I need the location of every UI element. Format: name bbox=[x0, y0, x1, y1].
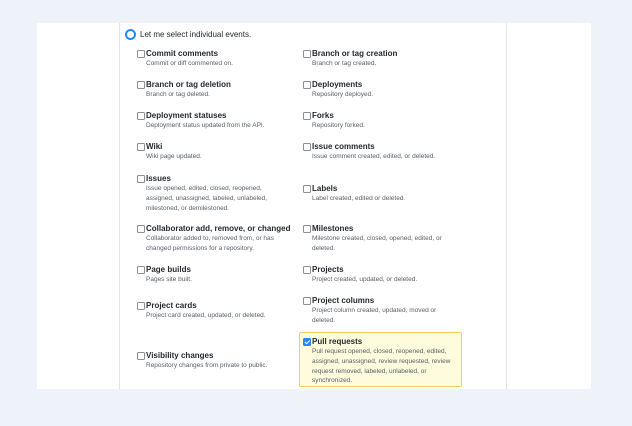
checkbox-icon[interactable] bbox=[303, 225, 311, 233]
checkbox-icon[interactable] bbox=[137, 81, 145, 89]
event-title: Project columns bbox=[312, 296, 375, 305]
event-description: Project column created, updated, moved or deleted. bbox=[312, 307, 437, 324]
event-description: Branch or tag deleted. bbox=[146, 91, 210, 98]
checkbox-icon[interactable] bbox=[137, 50, 145, 58]
event-title: Wiki bbox=[146, 142, 163, 151]
event-description: Label created, edited or deleted. bbox=[312, 195, 406, 202]
event-title: Labels bbox=[312, 184, 338, 193]
checkbox-icon[interactable] bbox=[303, 143, 311, 151]
event-title: Visibility changes bbox=[146, 351, 214, 360]
checkbox-icon[interactable] bbox=[137, 143, 145, 151]
event-description: Repository deployed. bbox=[312, 91, 374, 98]
event-title: Commit comments bbox=[146, 49, 219, 58]
checkbox-icon[interactable] bbox=[137, 302, 145, 310]
event-title: Page builds bbox=[146, 265, 191, 274]
individual-events-radio-label: Let me select individual events. bbox=[140, 29, 252, 39]
event-title: Collaborator add, remove, or changed bbox=[146, 224, 291, 233]
checkbox-icon[interactable] bbox=[137, 225, 145, 233]
event-title: Issue comments bbox=[312, 142, 375, 151]
individual-events-radio[interactable] bbox=[125, 27, 251, 41]
event-description: Milestone created, closed, opened, edited, or deleted. bbox=[312, 235, 442, 252]
event-title: Milestones bbox=[312, 224, 354, 233]
event-title: Branch or tag deletion bbox=[146, 80, 231, 89]
event-description: Pull request opened, closed, reopened, edited, assigned, unassigned, review requested, review request removed, labeled, unlabeled, or synchronized. bbox=[312, 348, 451, 385]
checkbox-checked-icon[interactable] bbox=[303, 338, 311, 346]
event-description: Commit or diff commented on. bbox=[146, 60, 233, 67]
checkbox-icon[interactable] bbox=[137, 112, 145, 120]
checkbox-icon[interactable] bbox=[137, 352, 145, 360]
event-title: Pull requests bbox=[312, 337, 363, 346]
event-title: Issues bbox=[146, 174, 171, 183]
checkbox-icon[interactable] bbox=[137, 266, 145, 274]
event-description: Wiki page updated. bbox=[146, 153, 202, 160]
event-description: Issue comment created, edited, or deleted. bbox=[312, 153, 436, 160]
checkbox-icon[interactable] bbox=[303, 112, 311, 120]
event-description: Issue opened, edited, closed, reopened, assigned, unassigned, labeled, unlabeled, milestoned, or demilestoned. bbox=[146, 185, 268, 212]
checkbox-icon[interactable] bbox=[303, 185, 311, 193]
checkbox-icon[interactable] bbox=[303, 81, 311, 89]
event-title: Project cards bbox=[146, 301, 197, 310]
checkbox-icon[interactable] bbox=[303, 297, 311, 305]
radio-selected-icon[interactable] bbox=[125, 29, 136, 40]
event-description: Branch or tag created. bbox=[312, 60, 377, 67]
event-description: Pages site built. bbox=[146, 276, 192, 283]
event-description: Project card created, updated, or deleted. bbox=[146, 312, 266, 319]
event-title: Forks bbox=[312, 111, 334, 120]
checkbox-icon[interactable] bbox=[303, 50, 311, 58]
panel-divider-left bbox=[119, 23, 120, 389]
event-description: Project created, updated, or deleted. bbox=[312, 276, 418, 283]
event-title: Deployments bbox=[312, 80, 363, 89]
panel-divider-right bbox=[506, 23, 507, 389]
event-description: Repository forked. bbox=[312, 122, 365, 129]
event-title: Projects bbox=[312, 265, 344, 274]
checkbox-icon[interactable] bbox=[137, 175, 145, 183]
event-description: Repository changes from private to public. bbox=[146, 362, 268, 369]
checkbox-icon[interactable] bbox=[303, 266, 311, 274]
event-title: Branch or tag creation bbox=[312, 49, 398, 58]
event-description: Deployment status updated from the API. bbox=[146, 122, 265, 129]
event-title: Deployment statuses bbox=[146, 111, 227, 120]
event-description: Collaborator added to, removed from, or has changed permissions for a repository. bbox=[146, 235, 274, 252]
webhook-events-panel bbox=[37, 23, 591, 389]
